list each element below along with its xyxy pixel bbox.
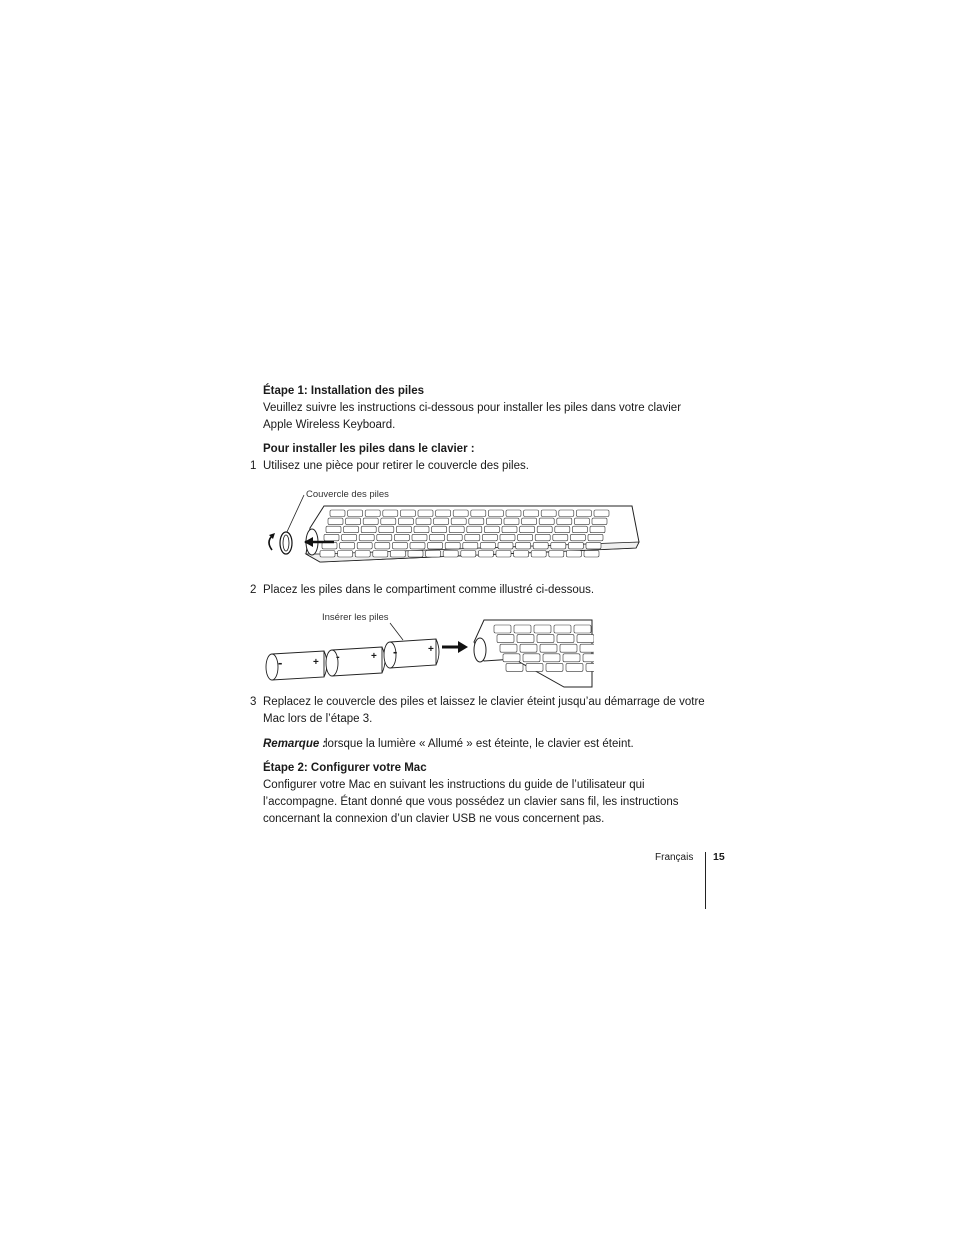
keyboard-key: [537, 635, 554, 643]
keyboard-key: [563, 654, 580, 662]
step1-intro-line2: Apple Wireless Keyboard.: [263, 419, 396, 431]
keyboard-key: [434, 518, 449, 525]
keyboard-key: [484, 526, 499, 533]
keyboard-key: [502, 526, 517, 533]
footer-language: Français: [655, 852, 694, 863]
note-text: lorsque la lumière « Allumé » est éteinte, le clavier est éteint.: [325, 738, 634, 750]
step-number-1: 1: [250, 460, 257, 472]
callout-insert-batteries: Insérer les piles: [322, 612, 389, 623]
keyboard-key: [482, 534, 497, 541]
keyboard-key: [418, 510, 433, 517]
keyboard-key: [568, 542, 583, 549]
page-number: 15: [713, 851, 725, 863]
keyboard-key: [518, 534, 533, 541]
keyboard-key: [514, 551, 529, 558]
keyboard-key: [390, 551, 405, 558]
keyboard-key: [535, 534, 550, 541]
keyboard-key: [560, 644, 577, 652]
keyboard-key: [520, 526, 535, 533]
keyboard-key: [365, 510, 380, 517]
keyboard-key: [432, 526, 447, 533]
keyboard-key: [412, 534, 427, 541]
keyboard-key: [555, 526, 570, 533]
keyboard-key: [543, 654, 560, 662]
step1-heading: Étape 1: Installation des piles: [263, 385, 425, 397]
keyboard-key: [381, 518, 396, 525]
keyboard-key: [394, 534, 409, 541]
step2-line1: Configurer votre Mac en suivant les instructions du guide de l’utilisateur qui: [263, 779, 645, 791]
keyboard-key: [346, 518, 361, 525]
keyboard-key: [320, 551, 335, 558]
keyboard-key: [447, 534, 462, 541]
keyboard-key: [348, 510, 363, 517]
keyboard-key: [500, 534, 515, 541]
keyboard-key: [449, 526, 464, 533]
keyboard-key: [566, 551, 581, 558]
keyboard-key: [465, 534, 480, 541]
keyboard-key: [551, 542, 566, 549]
keyboard-key: [469, 518, 484, 525]
keyboard-key: [426, 551, 441, 558]
keyboard-key: [322, 542, 337, 549]
keyboard-key: [537, 526, 552, 533]
keyboard-key: [516, 542, 531, 549]
keyboard-key: [504, 518, 519, 525]
keyboard-key: [436, 510, 451, 517]
battery1-minus: -: [278, 655, 283, 670]
keyboard-key: [443, 551, 458, 558]
keyboard-key: [453, 510, 468, 517]
keyboard-key: [357, 542, 372, 549]
keyboard-key: [554, 625, 571, 633]
keyboard-key: [576, 510, 591, 517]
keyboard-key: [526, 663, 543, 671]
keyboard-key: [375, 542, 390, 549]
keyboard-key: [533, 542, 548, 549]
keyboard-key: [549, 551, 564, 558]
keyboard-key: [557, 518, 572, 525]
keyboard-key: [359, 534, 374, 541]
keyboard-key: [503, 654, 520, 662]
keyboard-key: [541, 510, 556, 517]
keyboard-key: [414, 526, 429, 533]
keyboard-key: [574, 625, 591, 633]
keyboard-key: [514, 625, 531, 633]
keyboard-key: [524, 510, 539, 517]
step2-line2: l’accompagne. Étant donné que vous possédez un clavier sans fil, les instructions: [263, 796, 679, 808]
procedure-heading: Pour installer les piles dans le clavier :: [263, 443, 475, 455]
keyboard-key: [361, 526, 376, 533]
step-text-2: Placez les piles dans le compartiment comme illustré ci-dessous.: [263, 584, 595, 596]
keyboard-key: [500, 644, 517, 652]
battery2-minus: -: [336, 651, 340, 663]
keyboard-key: [539, 518, 554, 525]
keyboard-key: [324, 534, 339, 541]
keyboard-key: [463, 542, 478, 549]
battery3-plus: +: [428, 644, 434, 655]
keyboard-key: [497, 635, 514, 643]
step1-intro-line1: Veuillez suivre les instructions ci-dessous pour installer les piles dans votre clavier: [263, 402, 682, 414]
keyboard-key: [570, 534, 585, 541]
keyboard-key: [506, 510, 521, 517]
keyboard-key: [520, 644, 537, 652]
keyboard-key: [416, 518, 431, 525]
keyboard-key: [594, 510, 609, 517]
keyboard-key: [379, 526, 394, 533]
keyboard-key: [523, 654, 540, 662]
keyboard-key: [383, 510, 398, 517]
step2-line3: concernant la connexion d’un clavier USB ne vous concernent pas.: [263, 813, 605, 825]
footer-divider: [705, 852, 706, 909]
keyboard-key: [580, 644, 594, 652]
step-text-1: Utilisez une pièce pour retirer le couvercle des piles.: [263, 460, 529, 472]
note-label: Remarque :: [263, 738, 327, 750]
keyboard-key: [572, 526, 587, 533]
keyboard-key: [540, 644, 557, 652]
keyboard-key: [531, 551, 546, 558]
keyboard-key: [428, 542, 443, 549]
keyboard-key: [590, 526, 605, 533]
battery3-minus: -: [393, 644, 398, 659]
step-number-3: 3: [250, 696, 257, 708]
keyboard-key: [553, 534, 568, 541]
keyboard-key: [328, 518, 343, 525]
keyboard-key: [586, 542, 601, 549]
keyboard-key: [517, 635, 534, 643]
keyboard-key: [344, 526, 359, 533]
step-text-3-line1: Replacez le couvercle des piles et laissez le clavier éteint jusqu’au démarrage de votre: [263, 696, 705, 708]
keyboard-key: [506, 663, 523, 671]
keyboard-key: [392, 542, 407, 549]
keyboard-key: [488, 510, 503, 517]
keyboard-key: [461, 551, 476, 558]
keyboard-key: [340, 542, 355, 549]
keyboard-key: [451, 518, 466, 525]
batteries-illustration: [258, 607, 594, 692]
keyboard-key: [559, 510, 574, 517]
keyboard-key: [586, 663, 594, 671]
keyboard-key: [498, 542, 513, 549]
keyboard-key: [583, 654, 594, 662]
keyboard-key: [584, 551, 599, 558]
keyboard-key: [557, 635, 574, 643]
keyboard-key: [398, 518, 413, 525]
step-text-3-line2: Mac lors de l’étape 3.: [263, 713, 373, 725]
keyboard-key: [396, 526, 411, 533]
keyboard-key: [342, 534, 357, 541]
keyboard-key: [577, 635, 594, 643]
keyboard-key: [467, 526, 482, 533]
keyboard-key: [592, 518, 607, 525]
keyboard-key: [534, 625, 551, 633]
keyboard-key: [338, 551, 353, 558]
keyboard-key: [471, 510, 486, 517]
keyboard-key: [494, 625, 511, 633]
keyboard-key: [363, 518, 378, 525]
callout-battery-cover: Couvercle des piles: [306, 489, 389, 500]
keyboard-key: [566, 663, 583, 671]
battery1-plus: +: [313, 657, 319, 668]
keyboard-key: [574, 518, 589, 525]
keyboard-key: [486, 518, 501, 525]
keyboard-key: [430, 534, 445, 541]
battery2-plus: +: [371, 651, 377, 662]
keyboard-key: [377, 534, 392, 541]
keyboard-key: [522, 518, 537, 525]
keyboard-key: [330, 510, 345, 517]
keyboard-key: [355, 551, 370, 558]
keyboard-key: [478, 551, 493, 558]
keyboard-key: [496, 551, 511, 558]
keyboard-key: [408, 551, 423, 558]
keyboard-key: [546, 663, 563, 671]
step2-heading: Étape 2: Configurer votre Mac: [263, 762, 427, 774]
step-number-2: 2: [250, 584, 257, 596]
keyboard-key: [588, 534, 603, 541]
keyboard-key: [326, 526, 341, 533]
figure-insert-batteries: [258, 607, 594, 692]
keyboard-key: [410, 542, 425, 549]
keyboard-key: [480, 542, 495, 549]
keyboard-key: [400, 510, 415, 517]
keyboard-key: [445, 542, 460, 549]
keyboard-key: [373, 551, 388, 558]
